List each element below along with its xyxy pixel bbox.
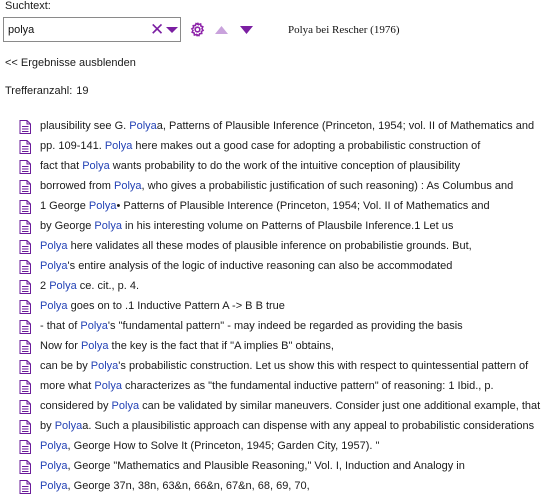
snippet-pre: 2 [40,280,50,292]
settings-button[interactable] [189,21,206,38]
snippet-post: here makes out a good case for adopting a probabilistic construction of [132,140,481,152]
snippet-pre: by George [40,220,95,232]
result-snippet [40,380,494,392]
result-snippet [40,180,513,192]
document-icon [19,280,31,294]
document-icon [19,240,31,254]
result-snippet [40,140,480,152]
search-hit: Polya [54,420,83,432]
result-row[interactable] [0,178,542,198]
result-snippet [40,400,540,412]
document-icon [19,300,31,314]
snippet-post: , George "Mathematics and Plausible Reasoning," Vol. I, Induction and Analogy in [67,460,465,472]
result-snippet [40,260,452,272]
result-snippet [40,420,534,432]
snippet-post: 's entire analysis of the logic of inductive reasoning can also be accommodated [67,260,453,272]
document-icon [19,120,31,134]
document-icon [19,420,31,434]
result-row[interactable] [0,318,542,338]
clear-search-button[interactable] [150,20,164,40]
previous-hit-button[interactable] [214,24,229,36]
snippet-post: • Patterns of Plausible Interence (Princeton, 1954; Vol. II of Mathematics and [116,200,490,212]
result-row[interactable] [0,258,542,278]
result-row[interactable] [0,378,542,398]
results-list [0,118,542,498]
document-icon [19,380,31,394]
result-snippet [40,240,472,252]
snippet-post: wants probability to do the work of the intuitive conception of plausibility [109,160,461,172]
document-icon [19,320,31,334]
document-icon [19,140,31,154]
snippet-post: , who gives a probabilistic justification of such reasoning) : As Columbus and [141,180,514,192]
document-icon [19,440,31,454]
next-hit-button[interactable] [239,25,254,37]
snippet-pre: - that of [40,320,81,332]
triangle-up-icon [214,24,229,36]
result-row[interactable] [0,278,542,298]
result-snippet [40,120,534,132]
result-row[interactable] [0,458,542,478]
search-hit: Polya [94,220,122,232]
search-hit: Polya [40,240,68,252]
search-hit: Polya [82,160,110,172]
document-icon [19,400,31,414]
result-row[interactable] [0,478,542,498]
snippet-pre: Now for [40,340,81,352]
triangle-down-icon [239,25,254,37]
result-snippet [40,320,463,332]
search-input[interactable] [6,21,146,38]
document-icon [19,220,31,234]
snippet-post: a. Such a plausibilistic approach can dispense with any appeal to probabilistic considerations [82,420,535,432]
search-hit: Polya [80,340,109,352]
result-snippet [40,480,310,492]
snippet-pre: by [40,420,55,432]
search-hit: Polya [40,260,68,272]
result-snippet [40,280,139,292]
snippet-pre: plausibility see G. [40,120,130,132]
snippet-post: characterizes as "the fundamental inductive pattern" of reasoning: 1 Ibid., p. [121,380,494,392]
result-row[interactable] [0,298,542,318]
snippet-post: in his interesting volume on Patterns of Plausbile Inference.1 Let us [121,220,454,232]
document-icon [19,340,31,354]
snippet-post: a, Patterns of Plausible Inference (Princeton, 1954; vol. II of Mathematics and [156,120,535,132]
result-snippet [40,200,490,212]
chevron-down-icon [165,20,179,40]
search-hit: Polya [113,180,142,192]
search-hit: Polya [40,480,68,492]
search-hit: Polya [88,200,117,212]
search-history-dropdown-button[interactable] [165,20,179,40]
snippet-pre: 1 George [40,200,89,212]
result-row[interactable] [0,158,542,178]
search-hit: Polya [80,320,108,332]
snippet-pre: can be by [40,360,91,372]
result-row[interactable] [0,118,542,138]
result-snippet [40,160,460,172]
document-icon [19,460,31,474]
result-snippet [40,220,453,232]
result-row[interactable] [0,238,542,258]
snippet-post: can be validated by similar maneuvers. Consider just one additional example, that [139,400,541,412]
snippet-post: 's "fundamental pattern" - may indeed be regarded as providing the basis [107,320,463,332]
hit-count [5,85,89,97]
search-box[interactable] [3,17,181,42]
document-icon [19,160,31,174]
result-row[interactable] [0,138,542,158]
snippet-post: the key is the fact that if "A implies B" obtains, [108,340,334,352]
document-icon [19,360,31,374]
hit-count-value: 19 [76,85,89,97]
search-hit: Polya [129,120,157,132]
result-snippet [40,360,528,372]
result-row[interactable] [0,218,542,238]
close-icon: ✕ [150,20,165,39]
snippet-post: , George 37n, 38n, 63&n, 66&n, 67&n, 68, 69, 70, [67,480,310,492]
result-row[interactable] [0,338,542,358]
result-row[interactable] [0,418,542,438]
snippet-pre: more what [40,380,95,392]
snippet-post: ce. cit., p. 4. [76,280,140,292]
document-icon [19,180,31,194]
result-row[interactable] [0,358,542,378]
document-icon [19,480,31,494]
search-hit: Polya [104,140,133,152]
source-title: Polya bei Rescher (1976) [288,24,400,36]
result-row[interactable] [0,438,542,458]
hide-results-link[interactable]: << Ergebnisse ausblenden [5,57,136,69]
search-hit: Polya [90,360,119,372]
snippet-post: , George How to Solve It (Princeton, 1945; Garden City, 1957). " [67,440,380,452]
search-hit: Polya [40,460,68,472]
document-icon [19,260,31,274]
snippet-post: 's probabilistic construction. Let us show this with respect to quintessential pattern of [118,360,529,372]
search-hit: Polya [49,280,77,292]
snippet-post: here validates all these modes of plausible inference on probabilistie grounds. But, [67,240,472,252]
result-snippet [40,300,285,312]
result-snippet [40,340,334,352]
search-hit: Polya [40,300,68,312]
search-hit: Polya [111,400,140,412]
result-snippet [40,440,379,452]
result-snippet [40,460,465,472]
result-row[interactable] [0,398,542,418]
gear-icon [189,21,206,38]
snippet-post: goes on to .1 Inductive Pattern A -> B B true [67,300,285,312]
search-label: Suchtext: [5,0,51,12]
snippet-pre: fact that [40,160,83,172]
search-hit: Polya [40,440,68,452]
hit-count-label: Trefferanzahl: [5,85,73,97]
search-hit: Polya [94,380,122,392]
result-row[interactable] [0,198,542,218]
snippet-pre: pp. 109-141. [40,140,105,152]
snippet-pre: borrowed from [40,180,114,192]
document-icon [19,200,31,214]
snippet-pre: considered by [40,400,112,412]
